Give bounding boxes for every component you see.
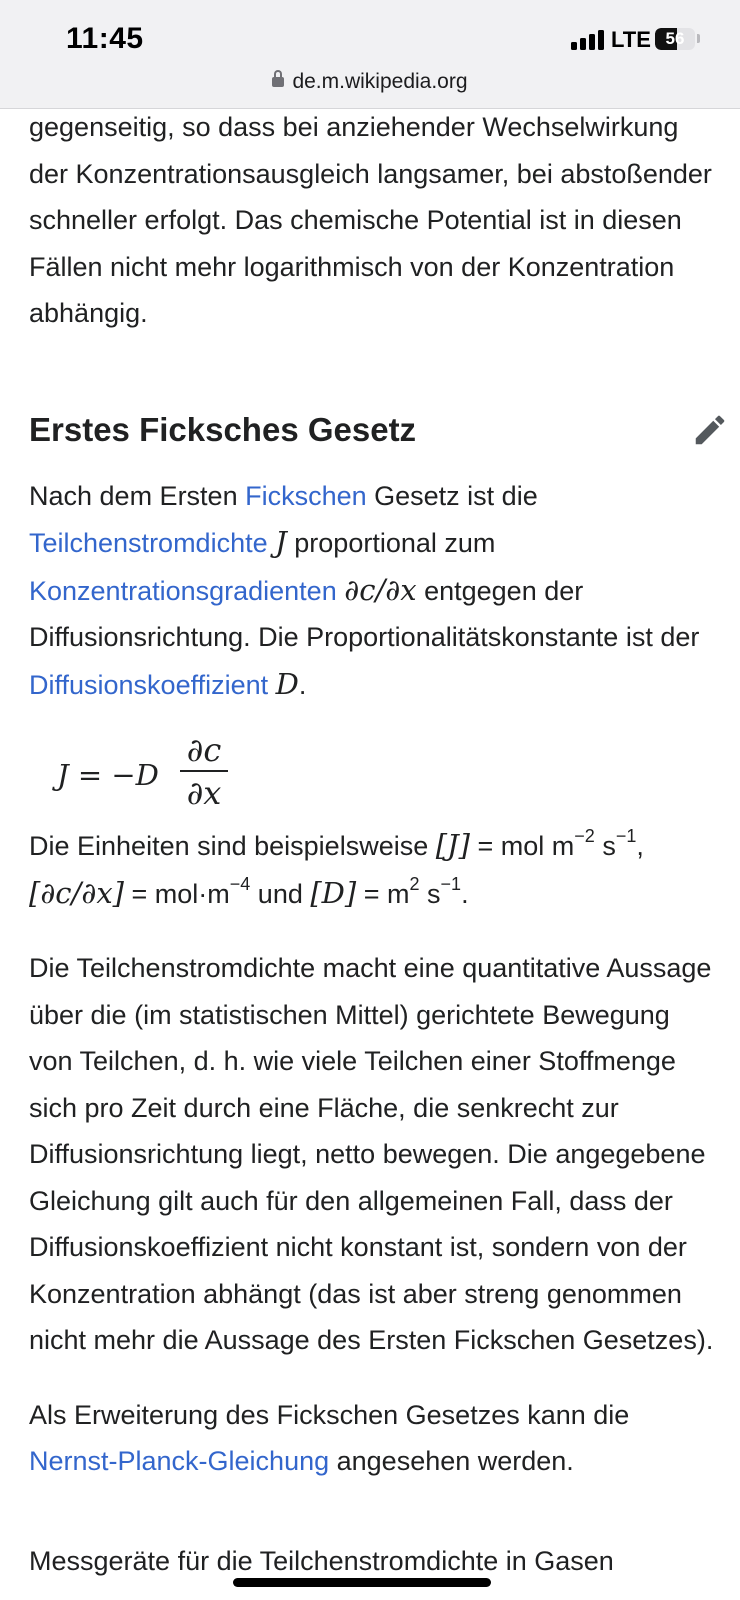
- text: Als Erweiterung des Fickschen Gesetzes kann die: [29, 1399, 630, 1430]
- link-konzentrationsgradienten[interactable]: Konzentrationsgradienten: [29, 575, 337, 606]
- text: ,: [636, 831, 644, 861]
- link-fickschen[interactable]: Fickschen: [245, 480, 367, 511]
- link-diffusionskoeffizient[interactable]: Diffusionskoeffizient: [29, 669, 269, 700]
- math-d: D: [275, 666, 299, 701]
- math-j: J: [275, 525, 287, 559]
- math-unit-d: [D]: [310, 875, 357, 910]
- battery-tip: [697, 34, 700, 43]
- text: proportional zum: [286, 528, 496, 558]
- text: Die Einheiten sind beispielsweise: [29, 831, 436, 861]
- text: und: [250, 878, 311, 909]
- text: = m: [356, 878, 410, 909]
- network-type: LTE: [611, 27, 651, 52]
- flux-paragraph: Die Teilchenstromdichte macht eine quantitative Aussage über die (im statistischen Mittel) gerichtete Bewegung von Teilchen, d. h. wie viele Teilchen einer Stoffmenge sich pro Zeit durch eine Fläche, die senkrecht zur Diffusionsrichtung liegt, netto bewegen. Die angegebene Gleichung gilt auch für den allgemeinen Fall, dass der Diffusionskoeffizient nicht konstant ist, sondern von der Konzentration abhängt (das ist aber streng genommen nicht mehr die Aussage des Ersten Fickschen Gesetzes).: [29, 953, 714, 1355]
- formula-numerator: ∂c: [186, 731, 222, 769]
- text: Gesetz ist die: [366, 480, 538, 511]
- text: .: [298, 669, 307, 700]
- text: = mol·m: [124, 878, 230, 909]
- article-content: [29, 104, 719, 1576]
- url-text: de.m.wikipedia.org: [292, 70, 468, 93]
- text: s: [419, 878, 441, 909]
- math-unit-j: [J]: [435, 828, 470, 862]
- superscript: −1: [440, 873, 462, 894]
- units-paragraph: [29, 822, 719, 917]
- text: s: [594, 831, 616, 861]
- edit-pencil-icon[interactable]: [691, 411, 729, 449]
- link-teilchenstromdichte[interactable]: Teilchenstromdichte: [29, 528, 268, 558]
- superscript: −4: [229, 873, 251, 894]
- signal-icon: [571, 30, 607, 50]
- fick-formula: [57, 730, 719, 822]
- superscript: 2: [409, 873, 420, 894]
- law-paragraph: [29, 473, 719, 709]
- superscript: −2: [574, 826, 595, 846]
- text: entgegen der Diffusionsrichtung. Die Proportionalitätskonstante ist der: [29, 575, 700, 652]
- intro-paragraph: gegenseitig, so dass bei anziehender Wechselwirkung der Konzentrationsausgleich langsamer, bei abstoßender schneller erfolgt. Das chemische Potential ist in diesen Fällen nicht mehr logarithmisch von der Konzentration abhängig.: [29, 112, 712, 328]
- text: = mol m: [470, 831, 575, 861]
- superscript: −1: [615, 826, 637, 846]
- text: .: [461, 878, 469, 909]
- home-indicator[interactable]: [233, 1578, 491, 1587]
- lock-icon: [272, 77, 284, 87]
- partial-paragraph: Messgeräte für die Teilchenstromdichte in Gasen: [29, 1546, 614, 1576]
- status-bar: [0, 0, 740, 109]
- math-gradient: ∂c/∂x: [344, 572, 417, 607]
- section-heading-text: Erstes Ficksches Gesetz: [29, 410, 417, 448]
- formula-lhs: J = −D: [57, 758, 159, 792]
- link-nernst-planck[interactable]: Nernst-Planck-Gleichung: [29, 1446, 330, 1476]
- text: angesehen werden.: [329, 1446, 574, 1476]
- section-heading: [29, 407, 719, 453]
- text: Nach dem Ersten: [29, 480, 246, 511]
- battery-icon: [655, 28, 695, 50]
- extension-paragraph: [29, 1392, 719, 1485]
- formula-fraction: [182, 730, 226, 814]
- formula-denominator: ∂x: [186, 774, 222, 812]
- status-time: 11:45: [66, 22, 144, 55]
- battery-level: 56: [665, 29, 685, 48]
- math-unit-gradient: [∂c/∂x]: [29, 875, 124, 910]
- address-bar[interactable]: [0, 70, 740, 94]
